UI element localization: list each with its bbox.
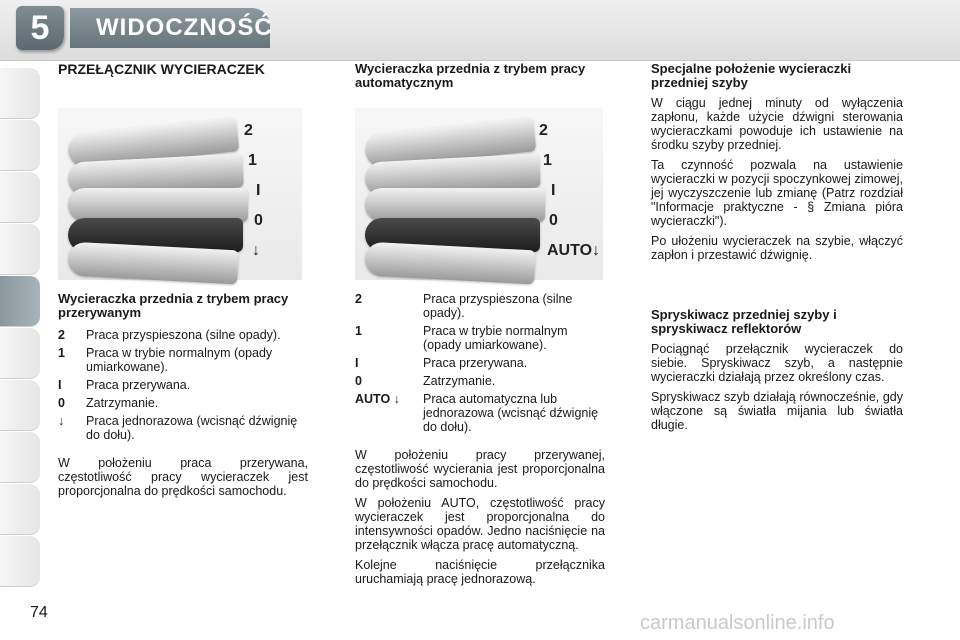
auto-paragraph-2: W położeniu AUTO, częstotliwość pracy wycieraczek jest proporcjonalna do intensywności opadów. Jedno naciśnięcie na przełącznik włącza pracę automatyczną. (355, 496, 605, 552)
def-row: 0 Zatrzymanie. (58, 396, 159, 410)
special-paragraph-2: Ta czynność pozwala na ustawienie wycieraczki w pozycji spoczynkowej zimowej, jej wyczyszczenie lub zmianę (Patrz rozdział "Informacje praktyczne - § Zmiana pióra wycieraczki"). (651, 158, 903, 228)
auto-heading: Wycieraczka przednia z trybem pracy automatycznym (355, 61, 586, 90)
special-position-heading: Specjalne położenie wycieraczki przedniej szyby (651, 61, 852, 90)
image-label-auto: AUTO↓ (547, 242, 601, 259)
auto-paragraph-1: W położeniu pracy przerywanej, częstotliwość wycierania jest proporcjonalna do prędkości samochodu. (355, 448, 605, 490)
lever-position-i (365, 188, 545, 222)
side-tabs (0, 60, 46, 580)
image-label-1: 1 (248, 152, 257, 169)
page-number: 74 (30, 604, 48, 621)
image-label-down: ↓ (252, 242, 260, 259)
washer-paragraph-2: Spryskiwacz szyb działają równocześnie, gdy włączone są światła mijania lub światła długie. (651, 390, 903, 432)
wiper-stalk-image-2 (355, 108, 603, 280)
washer-paragraph-1: Pociągnąć przełącznik wycieraczek do siebie. Spryskiwacz szyb, a następnie wycieraczki działają przez określony czas. (651, 342, 903, 384)
def-row: 1 Praca w trybie normalnym (opady umiarkowane). (58, 346, 273, 374)
def-row: 1 Praca w trybie normalnym (opady umiarkowane). (355, 324, 568, 352)
def-row: I Praca przerywana. (58, 378, 191, 392)
def-row: AUTO ↓ Praca automatyczna lub jednorazowa (wcisnąć dźwignię do dołu). (355, 392, 599, 434)
side-tab-10[interactable] (0, 536, 40, 587)
column-1 (58, 62, 308, 77)
def-row: I Praca przerywana. (355, 356, 528, 370)
image-label-0: 0 (254, 212, 263, 229)
image-label-2: 2 (539, 122, 548, 139)
side-tab-6[interactable] (0, 328, 40, 379)
image-label-i: I (256, 182, 261, 199)
def-row: 2 Praca przyspieszona (silne opady). (355, 292, 573, 320)
column-2 (355, 62, 605, 90)
washer-heading: Spryskiwacz przedniej szyby i spryskiwacz reflektorów (651, 307, 837, 336)
side-tab-2[interactable] (0, 120, 40, 171)
intermittent-paragraph: W położeniu praca przerywana, częstotliwość pracy wycieraczek jest proporcjonalna do prędkości samochodu. (58, 456, 308, 498)
section-title: PRZEŁĄCZNIK WYCIERACZEK (58, 61, 265, 77)
special-paragraph-1: W ciągu jednej minuty od wyłączenia zapłonu, każde użycie dźwigni sterowania wycieraczkami powoduje ich ustawienie na środku szyby przedniej. (651, 96, 903, 152)
def-row: 2 Praca przyspieszona (silne opady). (58, 328, 281, 342)
watermark: carmanualsonline.info (640, 612, 835, 634)
column-3 (651, 62, 903, 268)
def-row: ↓ Praca jednorazowa (wcisnąć dźwignię do dołu). (58, 414, 298, 442)
column-3-washer (651, 308, 903, 438)
image-label-i: I (551, 182, 556, 199)
image-label-0: 0 (549, 212, 558, 229)
column-2-text (355, 292, 605, 592)
column-1-text (58, 292, 308, 504)
wiper-stalk-image-1 (58, 108, 302, 280)
auto-paragraph-3: Kolejne naciśnięcie przełącznika uruchamiają pracę jednorazową. (355, 558, 605, 586)
side-tab-3[interactable] (0, 172, 40, 223)
lever-position-i (68, 188, 248, 222)
side-tab-8[interactable] (0, 432, 40, 483)
chapter-number-badge: 5 (16, 6, 64, 50)
side-tab-5-active[interactable] (0, 276, 40, 327)
side-tab-4[interactable] (0, 224, 40, 275)
image-label-1: 1 (543, 152, 552, 169)
chapter-title: WIDOCZNOŚĆ (96, 14, 273, 41)
def-row: 0 Zatrzymanie. (355, 374, 496, 388)
special-paragraph-3: Po ułożeniu wycieraczek na szybie, włączyć zapłon i przestawić dźwignię. (651, 234, 903, 262)
side-tab-9[interactable] (0, 484, 40, 535)
side-tab-1[interactable] (0, 68, 40, 119)
side-tab-7[interactable] (0, 380, 40, 431)
intermittent-heading: Wycieraczka przednia z trybem pracy przerywanym (58, 291, 289, 320)
header (0, 0, 960, 61)
image-label-2: 2 (244, 122, 253, 139)
